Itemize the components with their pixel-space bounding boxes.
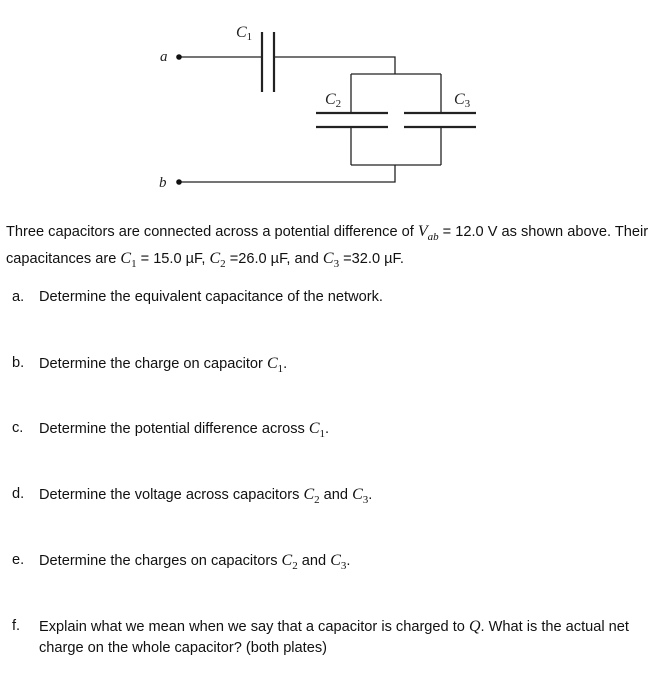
problem-statement: Three capacitors are connected across a potential difference of $V_{ab} = 12.0$ V as shown above. Their capacitances are $C_1 = 15.0$ µF, $C_2 =26.0$ µF, and $C_3 =32.0$ µF. — [6, 223, 649, 271]
question-b: b. Determine the charge on capacitor $C_1$. — [12, 355, 288, 376]
terminal-a — [176, 54, 182, 60]
wire-b — [180, 165, 395, 182]
question-c: c. Determine the potential difference across $C_1$. — [12, 420, 330, 441]
question-f: f. Explain what we mean when we say that a capacitor is charged to Q. What is the actual net charge on the whole capacitor? (both plates) — [12, 618, 629, 656]
terminal-b — [176, 179, 182, 185]
wire-c1-right — [274, 57, 395, 74]
node-a-label: a — [160, 49, 168, 65]
question-d: d. Determine the voltage across capacitors $C_2$ and $C_3$. — [12, 486, 373, 507]
question-e: e. Determine the charges on capacitors $C_2$ and $C_3$. — [12, 552, 351, 573]
c1-label: C1 — [236, 24, 253, 43]
node-b-label: b — [159, 175, 167, 191]
c3-label: C3 — [454, 91, 471, 110]
vab-symbol: $V_{ab}$ — [417, 223, 439, 244]
c2-label: C2 — [325, 91, 342, 110]
question-a: a. Determine the equivalent capacitance of the network. — [12, 289, 383, 305]
circuit-diagram — [0, 0, 654, 210]
